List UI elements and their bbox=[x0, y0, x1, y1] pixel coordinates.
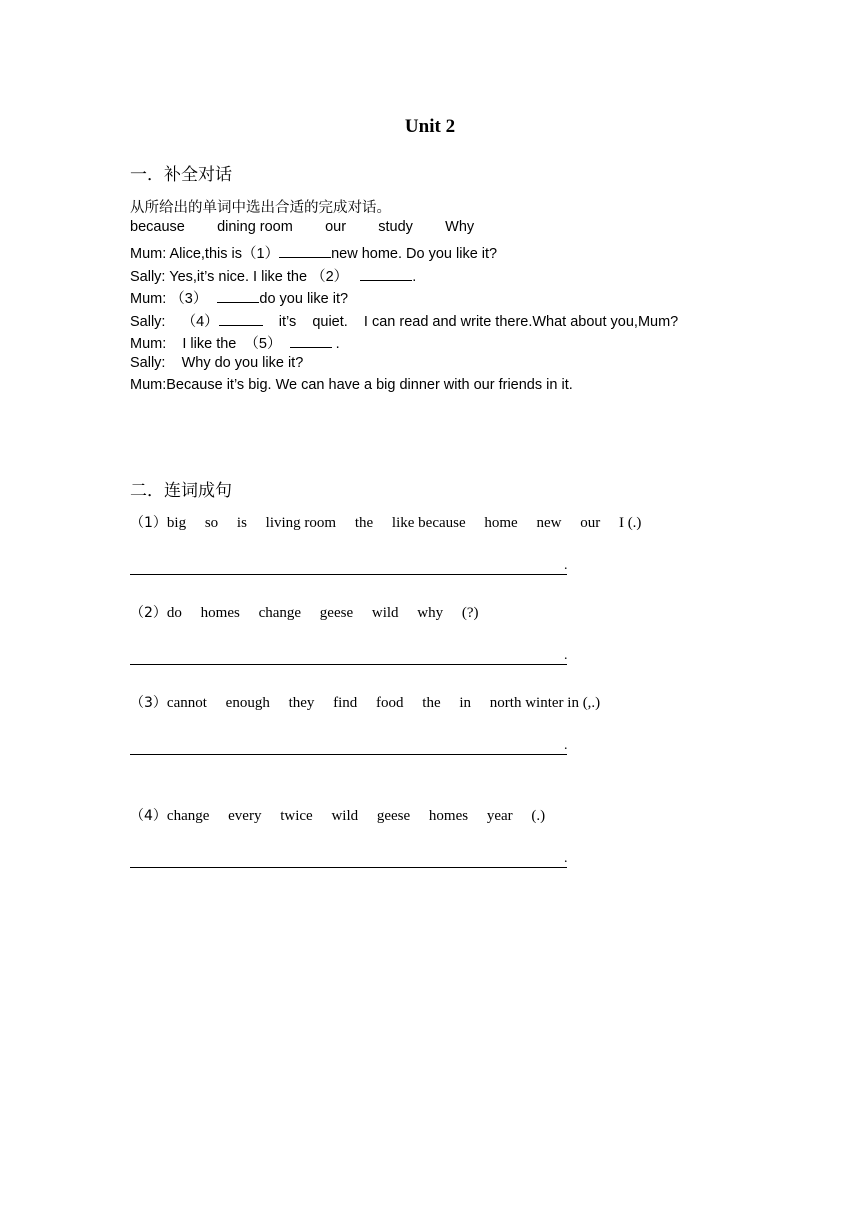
answer-line[interactable] bbox=[130, 574, 567, 575]
section1-instruction: 从所给出的单词中选出合适的完成对话。 bbox=[130, 200, 391, 216]
exercise-item bbox=[130, 602, 479, 622]
page-title: Unit 2 bbox=[404, 116, 456, 137]
exercise-item bbox=[130, 512, 641, 532]
answer-line[interactable] bbox=[130, 664, 567, 665]
exercise-item bbox=[130, 805, 545, 825]
exercise-words: do homes change geese wild why (?) bbox=[166, 605, 479, 621]
answer-period: . bbox=[564, 648, 568, 663]
answer-line[interactable] bbox=[130, 867, 567, 868]
dialogue-line bbox=[130, 287, 348, 308]
word-bank-item: our bbox=[325, 219, 347, 235]
answer-blank[interactable] bbox=[219, 311, 263, 326]
dialogue-line bbox=[130, 332, 340, 353]
exercise-number: （1） bbox=[130, 515, 167, 531]
dialogue-text: Sally: （4） bbox=[130, 314, 219, 330]
dialogue-text: new home. Do you like it? bbox=[331, 246, 498, 262]
exercise-words: cannot enough they find food the in north winter in (,.) bbox=[166, 695, 601, 711]
word-bank-item: study bbox=[378, 219, 413, 235]
dialogue-text: Mum: I like the （5） bbox=[130, 336, 290, 352]
exercise-number: （4） bbox=[130, 808, 167, 824]
word-bank bbox=[130, 219, 474, 235]
dialogue-text: Mum: Alice,this is（1） bbox=[130, 246, 280, 262]
answer-blank[interactable] bbox=[290, 333, 332, 348]
dialogue-text: it’s quiet. I can read and write there.What about you,Mum? bbox=[262, 314, 679, 330]
word-bank-item: because bbox=[130, 219, 185, 235]
exercise-words: big so is living room the like because home new our I (.) bbox=[166, 515, 642, 531]
dialogue-text: . bbox=[412, 269, 417, 285]
section1-heading: 一．补全对话 bbox=[130, 165, 232, 185]
dialogue-line: Sally: Why do you like it? bbox=[130, 355, 304, 371]
dialogue-text: do you like it? bbox=[259, 291, 349, 307]
answer-period: . bbox=[564, 851, 568, 866]
answer-blank[interactable] bbox=[360, 266, 412, 281]
dialogue-line: Mum:Because it’s big. We can have a big dinner with our friends in it. bbox=[130, 377, 573, 393]
dialogue-text: Sally: Yes,it’s nice. I like the （2） bbox=[130, 269, 353, 285]
answer-blank[interactable] bbox=[279, 243, 331, 258]
word-bank-item: dining room bbox=[217, 219, 293, 235]
answer-blank[interactable] bbox=[217, 288, 259, 303]
answer-period: . bbox=[564, 738, 568, 753]
exercise-item bbox=[130, 692, 600, 712]
exercise-number: （3） bbox=[130, 695, 167, 711]
dialogue-line bbox=[130, 242, 497, 263]
exercise-number: （2） bbox=[130, 605, 167, 621]
answer-line[interactable] bbox=[130, 754, 567, 755]
dialogue-text: Mum: （3） bbox=[130, 291, 212, 307]
dialogue-text: . bbox=[331, 336, 340, 352]
answer-period: . bbox=[564, 558, 568, 573]
dialogue-line bbox=[130, 310, 678, 331]
dialogue-line bbox=[130, 265, 416, 286]
word-bank-item: Why bbox=[445, 219, 475, 235]
section2-heading: 二．连词成句 bbox=[130, 481, 232, 501]
exercise-words: change every twice wild geese homes year (.) bbox=[166, 808, 546, 824]
